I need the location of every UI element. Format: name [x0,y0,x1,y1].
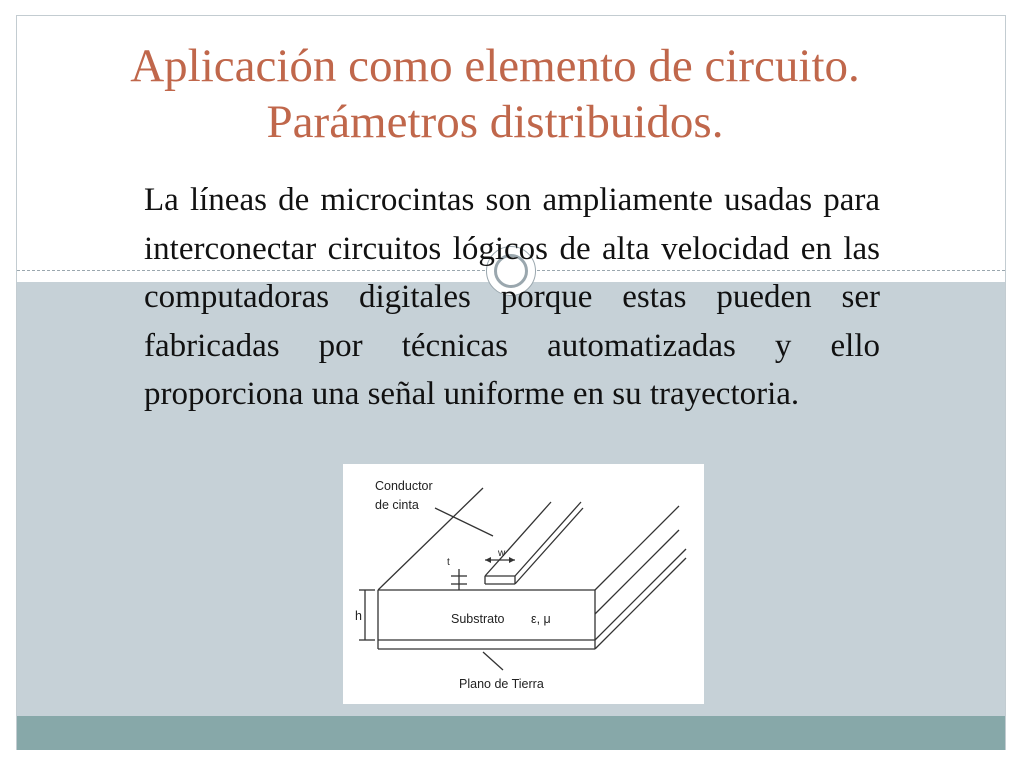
t-label: t [447,557,450,568]
slide-body-text: La líneas de microcintas son ampliamente usadas para interconectar circuitos lógicos de alta velocidad en las computadoras digitales porque estas pueden ser fabricadas por técnicas automatizadas y ello proporciona una señal uniforme en su trayectoria. [144,182,880,412]
microstrip-diagram [343,464,704,704]
h-label: h [355,609,362,623]
ground-plane-label: Plano de Tierra [459,677,544,691]
footer-band [17,716,1005,750]
conductor-pointer-line [435,508,493,536]
microstrip-diagram-svg [343,464,704,704]
strip-right-bottom-edge [515,508,583,584]
w-arrow-left [485,557,491,563]
strip-right-edge [515,502,581,576]
substrate-label: Substrato [451,612,505,626]
ground-right-back-edge [595,558,686,649]
slide-title: Aplicación como elemento de circuito. Parámetros distribuidos. [130,40,860,148]
substrate-right-bottom-edge [595,549,686,640]
w-label: w [498,548,506,559]
ground-pointer-line [483,652,503,670]
conductor-label-line2: de cinta [375,498,419,512]
conductor-label-line1: Conductor [375,479,433,493]
substrate-params-label: ε, μ [531,612,551,626]
w-arrow-right [509,557,515,563]
strip-left-edge [485,502,551,576]
substrate-right-mid-edge [595,530,679,614]
